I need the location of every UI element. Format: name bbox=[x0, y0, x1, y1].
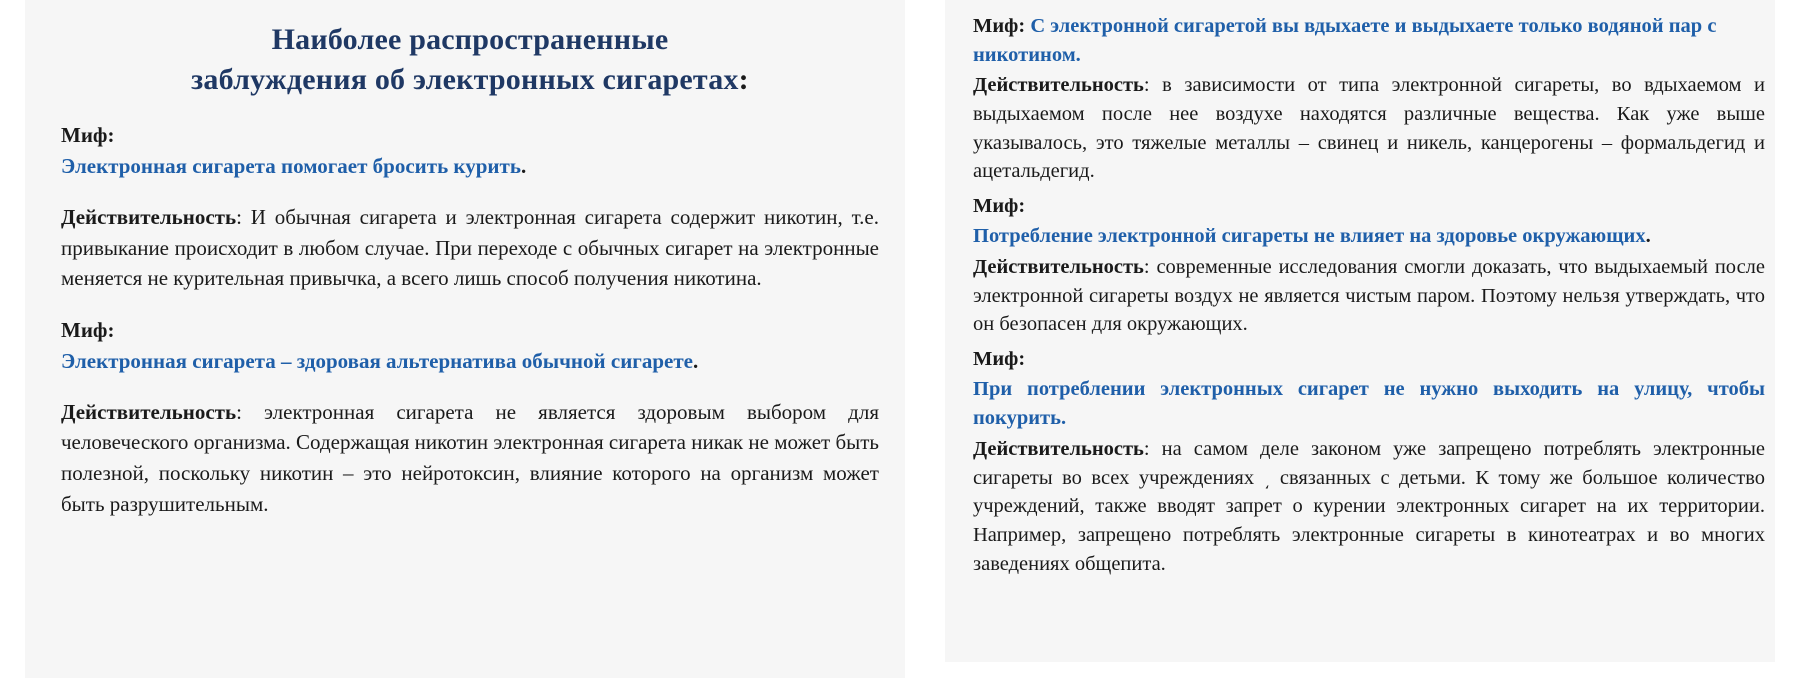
myth-label-text: Миф bbox=[61, 317, 108, 342]
myth-statement bbox=[61, 152, 879, 182]
page-title-line1: Наиболее распространенные bbox=[271, 23, 669, 56]
colon: : bbox=[107, 317, 115, 342]
myth-label bbox=[973, 345, 1765, 373]
reality-text: : в зависимости от типа электронной сигареты, во вдыхаемом и выдыхаемом после нее воздухе находятся различные вещества. Как уже выше указывалось, это тяжелые металлы – свинец и никель, канцерогены – формальдегид и ацетальдегид. bbox=[973, 74, 1765, 183]
myth-statement-text: С электронной сигаретой вы вдыхаете и выдыхаете только водяной пар с никотином. bbox=[973, 15, 1717, 66]
period: . bbox=[520, 154, 527, 179]
period: . bbox=[1645, 225, 1651, 248]
reality-text: : современные исследования смогли доказать, что выдыхаемый после электронной сигареты воздух не является чистым паром. Поэтому нельзя утверждать, что он безопасен для окружающих. bbox=[973, 256, 1765, 336]
myth-statement-text: Электронная сигарета – здоровая альтернатива обычной сигарете bbox=[61, 348, 693, 373]
reality-text: : на самом деле законом уже запрещено потреблять электронные сигареты во всех учреждениях ͵ связанных с детьми. К тому же большое количество учреждений, также вводят запрет о курении электронных сигарет на их территории. Например, запрещено потреблять электронные сигареты в кинотеатрах и во многих заведениях общепита. bbox=[973, 437, 1765, 575]
myth-label-text: Миф bbox=[973, 195, 1019, 218]
myth-label bbox=[61, 316, 879, 345]
myth-label bbox=[61, 121, 879, 150]
reality-label: Действительность bbox=[973, 437, 1144, 460]
myth-statement bbox=[973, 222, 1765, 251]
reality-paragraph bbox=[973, 435, 1765, 578]
page-title bbox=[61, 20, 879, 99]
right-column bbox=[945, 0, 1775, 662]
colon: : bbox=[1018, 195, 1026, 218]
reality-text: : И обычная сигарета и электронная сигарета содержит никотин, т.е. привыкание происходит в любом случае. При переходе с обычных сигарет на электронные меняется не курительная привычка, а всего лишь способ получения никотина. bbox=[61, 204, 879, 291]
page-title-line2: заблуждения об электронных сигаретах bbox=[191, 62, 739, 96]
myth-label-text: Миф bbox=[61, 123, 108, 148]
reality-paragraph bbox=[973, 253, 1765, 339]
reality-paragraph bbox=[61, 202, 879, 294]
period: . bbox=[692, 348, 699, 373]
myth-statement-text: При потреблении электронных сигарет не нужно выходить на улицу, чтобы покурить. bbox=[973, 378, 1765, 430]
myth-statement bbox=[973, 375, 1765, 432]
reality-label: Действительность bbox=[61, 204, 237, 229]
myth-label-text: Миф bbox=[973, 348, 1019, 371]
myth-label bbox=[973, 192, 1765, 220]
reality-paragraph bbox=[973, 71, 1765, 186]
reality-label: Действительность bbox=[973, 256, 1144, 279]
reality-label: Действительность bbox=[61, 399, 237, 424]
myth-statement-text: Электронная сигарета помогает бросить курить bbox=[61, 154, 521, 179]
myth-statement bbox=[61, 347, 879, 377]
reality-label: Действительность bbox=[973, 74, 1144, 97]
colon: : bbox=[1018, 15, 1026, 37]
reality-paragraph bbox=[61, 397, 879, 520]
left-column bbox=[25, 0, 905, 678]
myth-label-text: Миф bbox=[973, 15, 1019, 37]
colon: : bbox=[107, 123, 115, 148]
myth-inline bbox=[973, 12, 1765, 69]
colon: : bbox=[1018, 348, 1026, 371]
myth-statement-text: Потребление электронной сигареты не влияет на здоровье окружающих bbox=[973, 225, 1646, 248]
reality-text: : электронная сигарета не является здоровым выбором для человеческого организма. Содержащая никотин электронная сигарета никак не может быть полезной, поскольку никотин – это нейротоксин, влияние которого на организм может быть разрушительным. bbox=[61, 399, 879, 516]
page-title-colon: : bbox=[738, 62, 749, 96]
